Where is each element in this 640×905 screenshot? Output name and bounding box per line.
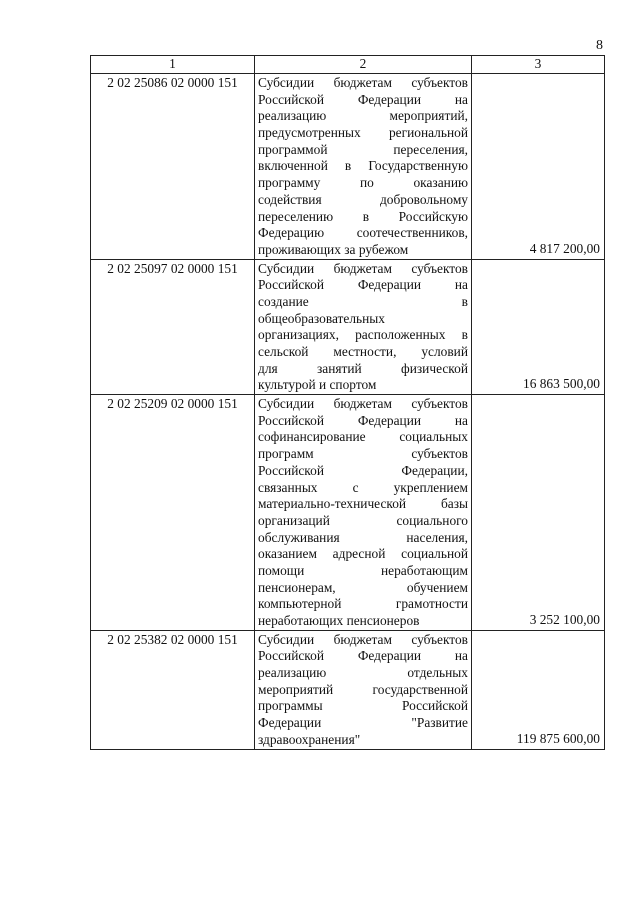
- description-line: оказанием адресной социальной: [258, 546, 468, 562]
- description-line: культурой и спортом: [258, 377, 377, 393]
- description-line: программу по оказанию: [258, 175, 468, 191]
- description-line: материально-технической базы: [258, 496, 468, 512]
- description-line: реализацию отдельных: [258, 665, 468, 681]
- revenue-description: [255, 259, 472, 395]
- description-line: связанных с укреплением: [258, 479, 468, 495]
- revenue-description: [255, 74, 472, 260]
- revenue-code: 2 02 25382 02 0000 151: [91, 630, 255, 749]
- revenue-description: [255, 630, 472, 749]
- column-header-1: 1: [91, 56, 255, 74]
- description-line: проживающих за рубежом: [258, 241, 409, 257]
- table-row: [91, 259, 605, 395]
- amount: 3 252 100,00: [472, 395, 605, 631]
- revenue-description: [255, 395, 472, 631]
- description-line: Российской Федерации на: [258, 91, 468, 107]
- description-line: Субсидии бюджетам субъектов: [258, 75, 468, 90]
- description-line: для занятий физической: [258, 360, 468, 376]
- description-line: предусмотренных региональной: [258, 125, 468, 141]
- description-line: здравоохранения": [258, 731, 361, 747]
- description-line: общеобразовательных: [258, 310, 386, 326]
- description-line: Федерацию соотечественников,: [258, 225, 468, 241]
- description-line: Российской Федерации на: [258, 412, 468, 428]
- description-line: программой переселения,: [258, 141, 468, 157]
- description-line: пенсионерам, обучением: [258, 579, 468, 595]
- description-line: содействия добровольному: [258, 191, 468, 207]
- description-line: сельской местности, условий: [258, 344, 468, 359]
- column-header-3: 3: [472, 56, 605, 74]
- description-line: обслуживания населения,: [258, 529, 468, 545]
- description-line: создание в: [258, 293, 468, 309]
- description-line: Субсидии бюджетам субъектов: [258, 396, 468, 412]
- description-line: Российской Федерации на: [258, 648, 468, 664]
- page-number: 8: [596, 38, 603, 53]
- description-line: реализацию мероприятий,: [258, 108, 468, 124]
- budget-table: [90, 55, 605, 750]
- header-row: [91, 56, 605, 74]
- revenue-code: 2 02 25209 02 0000 151: [91, 395, 255, 631]
- description-line: организациях, расположенных в: [258, 327, 468, 343]
- description-line: Субсидии бюджетам субъектов: [258, 260, 468, 276]
- amount: 16 863 500,00: [472, 259, 605, 395]
- amount: 119 875 600,00: [472, 630, 605, 749]
- description-line: программ субъектов: [258, 446, 468, 462]
- description-line: софинансирование социальных: [258, 429, 468, 445]
- amount: 4 817 200,00: [472, 74, 605, 260]
- description-line: программы Российской: [258, 698, 468, 714]
- description-line: неработающих пенсионеров: [258, 613, 420, 628]
- description-line: Субсидии бюджетам субъектов: [258, 631, 468, 647]
- description-line: Российской Федерации на: [258, 277, 468, 293]
- description-line: включенной в Государственную: [258, 158, 468, 174]
- description-line: мероприятий государственной: [258, 681, 468, 697]
- description-line: организаций социального: [258, 512, 468, 528]
- table-row: [91, 395, 605, 631]
- description-line: переселению в Российскую: [258, 208, 468, 224]
- description-line: Федерации "Развитие: [258, 715, 468, 731]
- revenue-code: 2 02 25086 02 0000 151: [91, 74, 255, 260]
- description-line: компьютерной грамотности: [258, 596, 468, 612]
- column-header-2: 2: [255, 56, 472, 74]
- description-line: Российской Федерации,: [258, 462, 468, 478]
- revenue-code: 2 02 25097 02 0000 151: [91, 259, 255, 395]
- table-row: [91, 74, 605, 260]
- description-line: помощи неработающим: [258, 562, 468, 578]
- table-row: [91, 630, 605, 749]
